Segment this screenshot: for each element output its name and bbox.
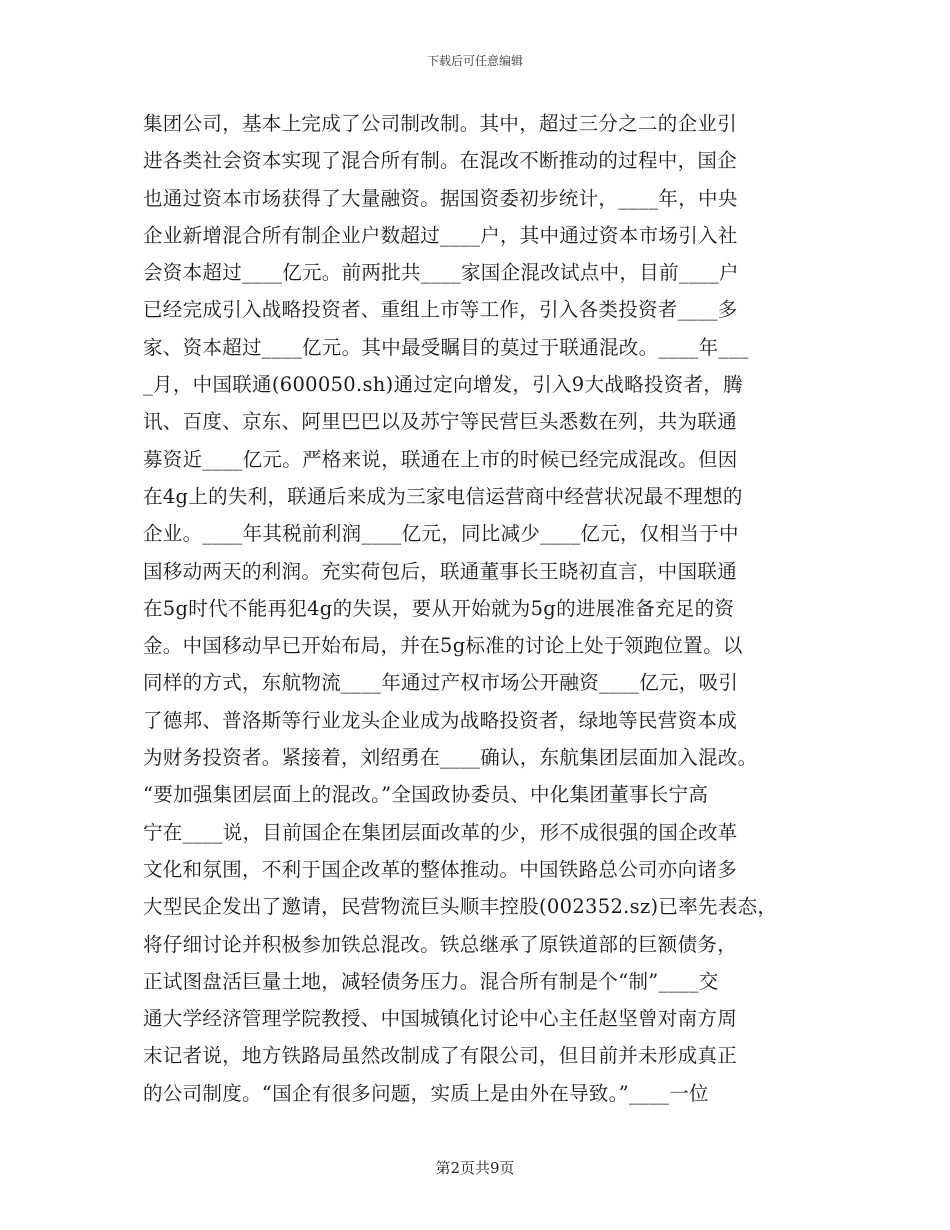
- body-line: 宁在____说，目前国企在集团层面改革的少，形不成很强的国企改革: [143, 820, 738, 844]
- body-line: 了德邦、普洛斯等行业龙头企业成为战略投资者，绿地等民营资本成: [143, 708, 738, 732]
- body-line: 为财务投资者。紧接着，刘绍勇在____确认，东航集团层面加入混改。: [143, 746, 758, 770]
- page-header: 下载后可任意编辑: [426, 54, 523, 68]
- body-line: 将仔细讨论并积极参加铁总混改。铁总继承了原铁道部的巨额债务，: [143, 932, 738, 956]
- body-line: 已经完成引入战略投资者、重组上市等工作，引入各类投资者____多: [143, 298, 738, 322]
- body-line: 进各类社会资本实现了混合所有制。在混改不断推动的过程中，国企: [143, 149, 738, 173]
- body-line: 集团公司，基本上完成了公司制改制。其中，超过三分之二的企业引: [143, 112, 738, 135]
- body-line: 会资本超过____亿元。前两批共____家国企混改试点中，目前____户: [143, 261, 739, 285]
- document-body: [143, 105, 823, 1112]
- body-line: 企业。____年其税前利润____亿元，同比减少____亿元，仅相当于中: [143, 522, 739, 546]
- body-line: 国移动两天的利润。充实荷包后，联通董事长王晓初直言，中国联通: [143, 559, 738, 583]
- body-line: 末记者说，地方铁路局虽然改制成了有限公司，但目前并未形成真正: [143, 1044, 738, 1068]
- body-line: “要加强集团层面上的混改。”全国政协委员、中化集团董事长宁高: [143, 783, 709, 807]
- body-line: 文化和氛围，不利于国企改革的整体推动。中国铁路总公司亦向诸多: [143, 857, 738, 881]
- body-line: 募资近____亿元。严格来说，联通在上市的时候已经完成混改。但因: [143, 447, 738, 471]
- body-line: 通大学经济管理学院教授、中国城镇化讨论中心主任赵坚曾对南方周: [143, 1007, 738, 1031]
- body-line: 企业新增混合所有制企业户数超过____户，其中通过资本市场引入社: [143, 223, 738, 247]
- body-line: 正试图盘活巨量土地，减轻债务压力。混合所有制是个“制”____交: [143, 969, 719, 993]
- body-line: _月，中国联通(600050.sh)通过定向增发，引入9大战略投资者，腾: [143, 373, 743, 397]
- body-line: 也通过资本市场获得了大量融资。据国资委初步统计，____年，中央: [143, 186, 738, 210]
- body-line: 的公司制度。“国企有很多问题，实质上是由外在导致。”____一位: [143, 1081, 709, 1105]
- body-line: 在4g上的失利，联通后来成为三家电信运营商中经营状况最不理想的: [143, 484, 743, 508]
- body-line: 金。中国移动早已开始布局，并在5g标准的讨论上处于领跑位置。以: [143, 634, 743, 658]
- body-line: 同样的方式，东航物流____年通过产权市场公开融资____亿元，吸引: [143, 671, 739, 695]
- body-line: 在5g时代不能再犯4g的失误，要从开始就为5g的进展准备充足的资: [143, 596, 735, 620]
- body-line: 家、资本超过____亿元。其中最受瞩目的莫过于联通混改。____年___: [143, 335, 749, 359]
- body-line: 讯、百度、京东、阿里巴巴以及苏宁等民营巨头悉数在列，共为联通: [143, 410, 738, 434]
- body-line: 大型民企发出了邀请，民营物流巨头顺丰控股(002352.sz)已率先表态，: [143, 895, 778, 919]
- page-number-footer: 第2页共9页: [435, 1159, 515, 1177]
